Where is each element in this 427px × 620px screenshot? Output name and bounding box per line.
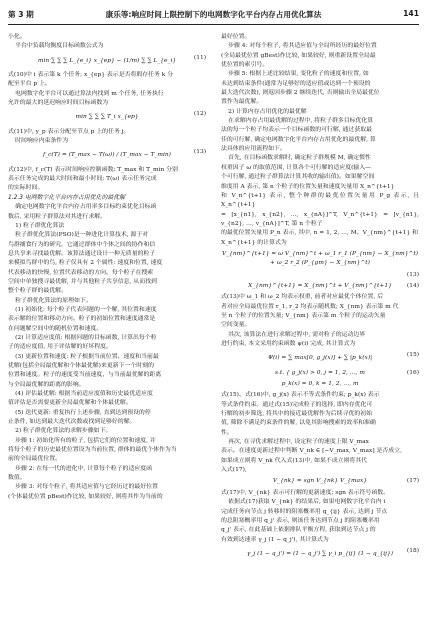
equation-16 xyxy=(221,369,419,378)
left-column xyxy=(8,33,206,613)
text-line: 将每个粒子的历史最优位置设为当前位置, 群体的最优个体作为当 xyxy=(8,447,177,454)
text-line: 完成任务向节点 j 转移时的阻塞概率用 q_{ij} 表示, 达到 j 节点 xyxy=(221,508,388,515)
text-line: 式(17)中, V_{nk} 表示可行解的更新速度; sgn 表示符号函数。 xyxy=(221,489,390,496)
text-line: 权重因子 ω 的取值范围, 计算各个可行解的适应度(输入— xyxy=(221,164,372,171)
equation-number: (17) xyxy=(406,478,419,485)
equation-body: min ∑ ∑ ∑ L_{e_i} x_{ep} − (1/m) ∑ ∑ L_{e_i} xyxy=(37,57,177,64)
text-line: 电网数字化平台可以通过算法内找到 m 个任务, 任务执行 xyxy=(15,90,164,97)
text-line: 空间中单独搜寻最优解, 并与其他粒子共享信息, 从而找到 xyxy=(8,278,157,285)
text-line: 性。 xyxy=(221,429,233,436)
subsection-heading: 2) 计算内存占用优化的最优解 xyxy=(228,108,307,115)
text-line: 其次, 该算法在进行求解过程中, 需对粒子的运动边界 xyxy=(228,331,366,338)
text-line: (4) 评估最优解: 根据当前适应度值和历史最优适应度 xyxy=(15,391,153,398)
text-line: 如果成立则将 V_nk 代入式(13)中, 如果不成立则将其代 xyxy=(221,457,368,464)
equation-body: V_{nk} = sgn V_{nk} V_{max} xyxy=(272,478,368,485)
text-line: 维度用 A 表示, 第 n 个粒子的位置矢量和速度矢量用 X_n^{t+1} xyxy=(221,183,395,190)
text-line: (3) 更新位置和速度: 粒子根据当前位置、速度和当前最 xyxy=(15,353,159,360)
text-line: 值, 筛除不满足约束条件的解, 以免其影响搜索的效率和准确 xyxy=(221,420,376,427)
text-line: 式(15)、式(16)中, g_j(x) 表示不等式条件约束; p_k(x) 表示 xyxy=(221,392,380,399)
text-line: 最大迭代次数), 则返回步骤 2 继续迭代, 否则输出全局最优位 xyxy=(221,90,380,97)
text-line: 空间变量。 xyxy=(221,322,251,329)
text-line: 数值。 xyxy=(8,475,26,482)
text-line: 式(11)中, y_p 表示分配至节点 p 上的任务 j。 xyxy=(8,128,130,135)
equation-body: f_c(T) = (T_max − T(ω)) / (T_max − T_min) xyxy=(43,152,171,159)
text-line: 最好位置。 xyxy=(221,34,251,40)
equation-16-second xyxy=(221,380,419,389)
text-line: 和 V_n^{t+1} 表示, 整个种群的最优位置矢量用 P_g 表示, 且 X_n^{t+1} xyxy=(221,192,419,209)
text-line: 允许的最大的延迟响应时间目标函数为 xyxy=(8,100,109,107)
text-line: 的总阻塞概率用 q_j' 表示, 则该任务达到节点 j 的阻塞概率用 xyxy=(221,517,380,524)
equation-11 xyxy=(8,54,206,69)
text-line: 法具体的应用流程如下。 xyxy=(221,146,286,153)
text-line: 表示任务完成的最大时间和最小时间; T(ω) 表示任务完成 xyxy=(8,176,157,183)
text-line: 的最优位置矢量用 P_n 表示, 其中, n = 1, 2, …, M。V_{nm}^{t+1} 和 xyxy=(221,230,418,237)
text-line: 在求解内存占用最优解的过程中, 将粒子群多目标优化算 xyxy=(228,118,374,125)
equation-body: p_k(x) = 0, k = 1, 2, …, m xyxy=(281,381,359,388)
text-line: (2) 计算适应度值: 根据问题的目标函数, 计算出每个粒 xyxy=(15,334,157,341)
text-line: 与全局最优解的距离的影响。 xyxy=(8,381,85,388)
text-line: 再次, 在寻优求解过程中, 设定粒子的速度上限 V_max xyxy=(228,439,369,446)
text-line: 息共享来寻找最优解。该算法通过设计一种无质量的粒子 xyxy=(8,250,156,257)
equation-number: (13) xyxy=(406,271,419,278)
text-line: q_j' 表示, 在此基础上依据排队平衡方程, 获取到达节点 j 的 xyxy=(221,527,376,534)
text-line: 步骤 2: 在每一代的进化中, 计算每个粒子的适应度函 xyxy=(15,465,153,472)
equation-body: s.t. { g_j(x) > 0, j = 1, 2, …, m xyxy=(275,369,365,376)
text-line: 步骤 1: 初始化所有的粒子, 包括它们的位置和速度, 并 xyxy=(15,437,156,444)
text-line: 步骤 5: 根据上述比较结果, 变化粒子的速度和位置, 如 xyxy=(228,71,369,78)
equation-18 xyxy=(221,547,419,562)
text-line: 代表移动的快慢, 位置代表移动的方向。每个粒子在搜索 xyxy=(8,269,154,276)
text-line: 行解的初步筛选, 将其中的接近最优解作为后续寻优的初始 xyxy=(221,411,373,418)
equation-14 xyxy=(221,282,419,291)
equation-number: (11) xyxy=(193,54,206,61)
section-heading: 1.2.3 电网数字化平台内存占用优化的最优解 xyxy=(8,194,126,201)
equation-13-velocity xyxy=(221,250,419,269)
text-line: 来模拟鸟群中的鸟, 粒子仅具有 2 个属性: 速度和位置, 速度 xyxy=(8,260,163,267)
text-line: 表示解的位置和移动方向。粒子的初始位置和速度通常是 xyxy=(8,316,156,323)
running-title: 康乐等:响应时间上限控制下的电网数字化平台内存占用优化算法 xyxy=(105,10,322,19)
text-line: 进行约束, 本文采用约束函数 ψ(i) 完成, 其计算式为 xyxy=(221,341,356,347)
text-line: 式(13)中 ω_1 和 ω_2 均表示权重, 前者对应最优个体位置, 后 xyxy=(221,294,383,301)
text-line: 鸟群捕食行为的研究。它通过群体中个体之间的协作和信 xyxy=(8,241,156,248)
text-line: 优解(包括全局最优解和个体最优解)来更新下一个时刻的 xyxy=(8,363,154,369)
header-rule xyxy=(8,24,419,25)
text-line: 入式(17), xyxy=(221,467,247,474)
running-header xyxy=(8,9,419,23)
equation-17 xyxy=(221,477,419,486)
text-line: 未达到结束条件(通常为足够好的适应值或达到一个预设的 xyxy=(221,80,371,87)
text-line: 首先, 在目标函数求解时, 确定粒子群规模 M, 确定惯性 xyxy=(228,155,371,162)
text-line: 步骤 4: 对每个粒子, 将其适应值与全局所经历的最好位置 xyxy=(228,43,377,50)
equation-12 xyxy=(8,110,206,125)
text-line: 在问题解空间中的随机位置和速度。 xyxy=(8,325,103,332)
equation-number: (12) xyxy=(193,111,206,118)
text-line: 步骤 3: 对每个粒子, 将其适应值与它经历过的最好位置 xyxy=(15,484,158,491)
text-line: 式(10)中 i 表示第 k 个任务; x_{ep} 表示是否将瑕存任务 k 分 xyxy=(8,72,174,79)
text-line: 式(12)中, f_c(T) 表示时间响应控制函数; T_max 和 T_min 分别 xyxy=(8,166,178,173)
text-line: 止条件, 如达到最大迭代次数或找到足够好的解。 xyxy=(8,419,136,426)
text-line: = [x_{n1}, x_{n2}, …, x_{nA}]^T, V_n^{t+1} = [v_{n1}, v_{n2}, …, v_{nA}]^T, 第 n 个粒子 xyxy=(221,211,419,227)
equation-number: (14) xyxy=(406,282,419,289)
equation-number: (16) xyxy=(406,369,419,376)
equation-body: X_{nm}^{t+1} = X_{nm}^t + V_{nm}^{t+1} xyxy=(248,282,392,289)
text-line: (个体最优位置 pBest)作比较, 如果较好, 则将其作为当前的 xyxy=(8,493,163,500)
text-line: 者对应全局最优位置 r_1, r_2 均表示随机数; X_{nm} 表示第 m 代 xyxy=(221,303,399,310)
text-line: (1) 初始化: 每个粒子代表问题的一个解, 其位置和速度 xyxy=(15,306,157,313)
text-line: X_n^{t+1} 的计算式为 xyxy=(221,239,287,246)
text-line: 优位置的索引号。 xyxy=(221,62,269,69)
text-line: 至 n 个粒子的位置矢量; V_{nm} 表示第 m 个粒子的运动矢量 xyxy=(221,312,386,319)
text-line: 子的适应度值, 用于评估解的好坏程度。 xyxy=(8,344,112,351)
subsection-heading: 2) 粒子群优化算法的求解步骤如下。 xyxy=(15,428,112,435)
equation-body: min ∑ ∑ ∑ T_i x_{ep} xyxy=(75,114,139,121)
text-line: 有效到达速率 γ_j (1 − q_j'), 其计算式为 xyxy=(221,536,329,543)
text-line: 位置和速度。粒子的速度受当前速度、与当前最优解的距离 xyxy=(8,372,162,379)
subsection-heading: 1) 粒子群优化算法 xyxy=(15,222,65,229)
text-line: 粒子群优化算法的原理如下。 xyxy=(15,297,92,304)
equation-body: γ_j (1 − q_j') = (1 − q_j') ∑ γ_i p_{ij} (1 − q_{ij}) xyxy=(246,550,394,557)
text-line: 表示。在速度更新过程中判断 V_nk ∈ [−V_max, V_max] 是否成立, xyxy=(221,448,402,455)
text-line: 的实际时间。 xyxy=(8,185,44,192)
text-line: 置作为最优解。 xyxy=(221,99,263,106)
text-line: 小化。 xyxy=(8,34,26,40)
equation-13-number-row xyxy=(221,271,419,280)
issue-number: 第 3 期 xyxy=(8,10,34,19)
text-line: 粒子群优化算法(PSO)是一种进化计算技术, 源于对 xyxy=(15,232,149,239)
equation-body: Ψ(i) = ∑ max[0, g_j(x)] + ∑ |p_k(x)| xyxy=(267,355,373,362)
text-line: 整个粒子群的最优解。 xyxy=(8,288,67,295)
text-line: 数后, 采用粒子群算法对其进行求解。 xyxy=(8,213,106,220)
equation-number: (15) xyxy=(406,352,419,359)
text-line: 个可行解, 通过粒子群算法计算其收的输出值)。如果解空间 xyxy=(221,174,375,181)
text-line: 值评估是否需要更新全局最优解和个体最优解。 xyxy=(8,400,132,407)
text-line: 平台中负载均衡度目标函数公式为 xyxy=(15,43,104,50)
equation-13 xyxy=(8,148,206,163)
equation-number: (18) xyxy=(406,547,419,554)
text-line: 等式条件约束。通过式(15)完成粒子的选择, 即内存优化可 xyxy=(221,401,373,408)
text-line: 时间响应内束条件为 xyxy=(15,138,69,145)
text-line: 前的全局最优位置。 xyxy=(8,456,62,463)
equation-body: V_{nm}^{t+1} = ω V_{nm}^t + ω_1 r_1 (P_{nm} − X_{nm}^t) + ω_2 r_2 (P_{gm} − X_{nm}^t) xyxy=(221,250,419,267)
text-line: 法的每一个粒子均表示一个目标函数的可行解, 通过获取最 xyxy=(221,127,373,134)
text-line: 确定电网数字化平台内存占用率多目标约束优化目标函 xyxy=(15,204,157,211)
text-line: (全局最优位置 gBest)作比较, 如果较好, 则重新设置全局最 xyxy=(221,52,376,59)
text-line: (5) 迭代更新: 重复执行上述步骤, 直到达到预设的停 xyxy=(15,409,151,416)
equation-number: (13) xyxy=(193,149,206,156)
right-column xyxy=(221,33,419,613)
equation-15 xyxy=(221,351,419,366)
text-line: 配至平台 p 上。 xyxy=(8,81,51,88)
page-number: 141 xyxy=(403,9,419,18)
text-line: 依据式(17)获取 V_{nk} 的结果后, 如果电网数字化平台内 i xyxy=(228,499,386,506)
text-line: 佳的可行解, 确定电网数字化平台内存占用优化的最优解, 算 xyxy=(221,136,376,143)
